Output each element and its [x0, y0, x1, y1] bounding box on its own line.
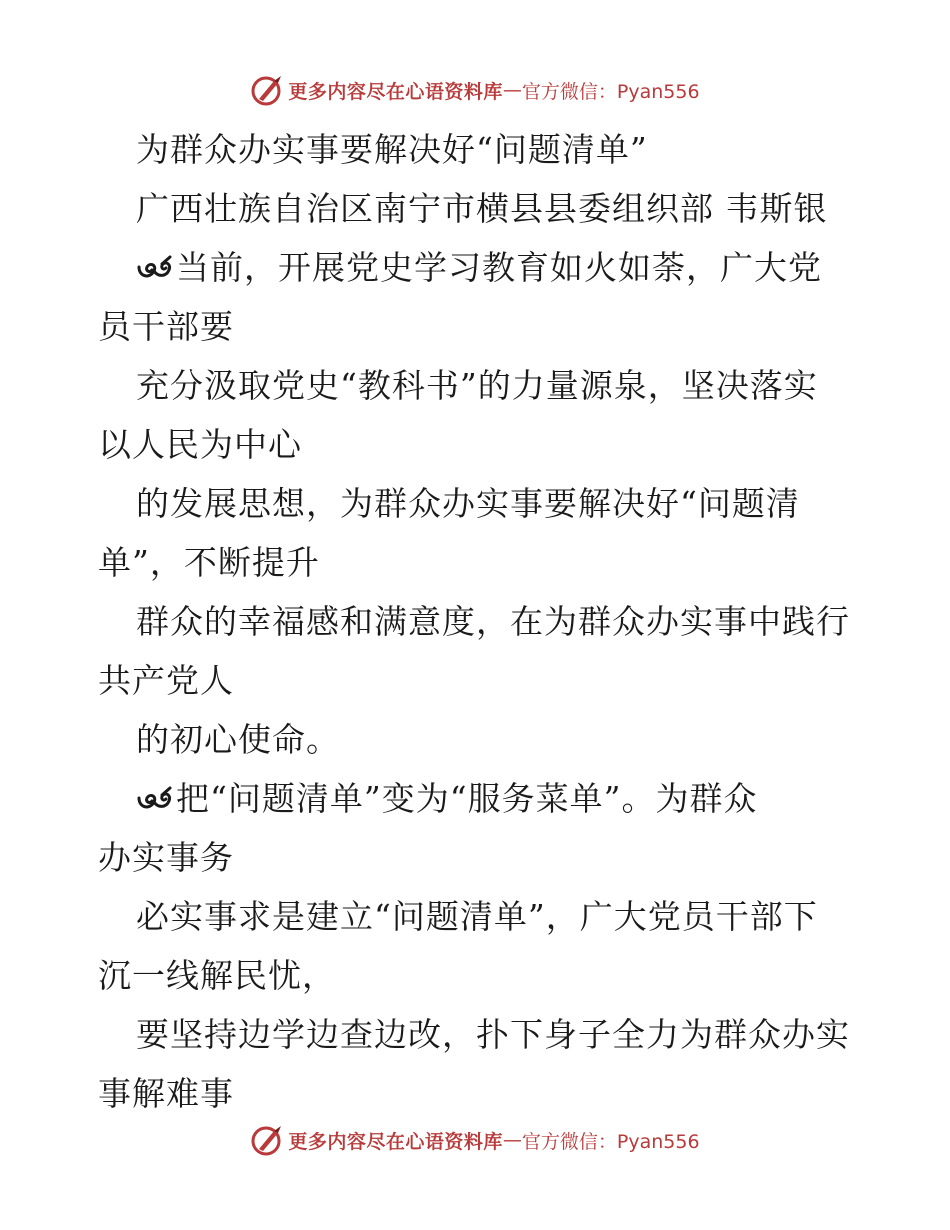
- paragraph-line: [98, 238, 858, 297]
- header-banner: [0, 70, 950, 110]
- paragraph-text: 要坚持边学边查边改，扑下身子全力为群众办实: [136, 1015, 850, 1054]
- paragraph-line: [98, 710, 858, 769]
- paragraph-text: 员干部要: [98, 307, 234, 346]
- paragraph-line: [98, 651, 858, 710]
- banner-sub-text: 官方微信：Pyan556: [521, 80, 700, 103]
- quill-pen-logo-icon: [250, 73, 284, 107]
- paragraph-text: 办实事务: [98, 838, 234, 877]
- banner-dash: —: [502, 1129, 522, 1151]
- paragraph-text: 事解难事: [98, 1074, 234, 1113]
- paragraph-text: 必实事求是建立“问题清单”，广大党员干部下: [136, 897, 818, 936]
- paragraph-text: 以人民为中心: [98, 425, 302, 464]
- paragraph-line: [98, 533, 858, 592]
- document-body: [98, 120, 858, 1123]
- footer-banner: [0, 1120, 950, 1160]
- paragraph-text: 充分汲取党史“教科书”的力量源泉，坚决落实: [136, 366, 818, 405]
- ornate-swirl-icon: [136, 253, 174, 283]
- paragraph-text: 单”，不断提升: [98, 543, 320, 582]
- paragraph-line: [98, 887, 858, 946]
- paragraph-text: 沉一线解民忧，: [98, 956, 336, 995]
- paragraph-line: [98, 946, 858, 1005]
- paragraph-text: 共产党人: [98, 661, 234, 700]
- quill-pen-logo-icon: [250, 1123, 284, 1157]
- paragraph-line: [98, 828, 858, 887]
- paragraph-line: [98, 356, 858, 415]
- banner-dash: —: [502, 79, 522, 101]
- paragraph-text: 把“问题清单”变为“服务菜单”。为群众: [176, 779, 758, 818]
- ornate-swirl-icon: [136, 784, 174, 814]
- banner-main-text: 更多内容尽在心语资料库: [288, 1130, 503, 1153]
- paragraph-line: [98, 415, 858, 474]
- document-byline: 广西壮族自治区南宁市横县县委组织部 韦斯银: [136, 189, 828, 228]
- paragraph-line: [98, 769, 858, 828]
- paragraph-line: [98, 474, 858, 533]
- paragraph-lines: [98, 238, 858, 1123]
- banner-sub-text: 官方微信：Pyan556: [521, 1130, 700, 1153]
- paragraph-text: 的发展思想，为群众办实事要解决好“问题清: [136, 484, 800, 523]
- paragraph-line: [98, 1064, 858, 1123]
- paragraph-line: [98, 297, 858, 356]
- paragraph-text: 当前，开展党史学习教育如火如荼，广大党: [176, 248, 822, 287]
- paragraph-text: 的初心使命。: [136, 720, 340, 759]
- banner-main-text: 更多内容尽在心语资料库: [288, 80, 503, 103]
- paragraph-line: [98, 1005, 858, 1064]
- paragraph-line: [98, 592, 858, 651]
- document-title: 为群众办实事要解决好“问题清单”: [136, 130, 648, 169]
- paragraph-text: 群众的幸福感和满意度，在为群众办实事中践行: [136, 602, 850, 641]
